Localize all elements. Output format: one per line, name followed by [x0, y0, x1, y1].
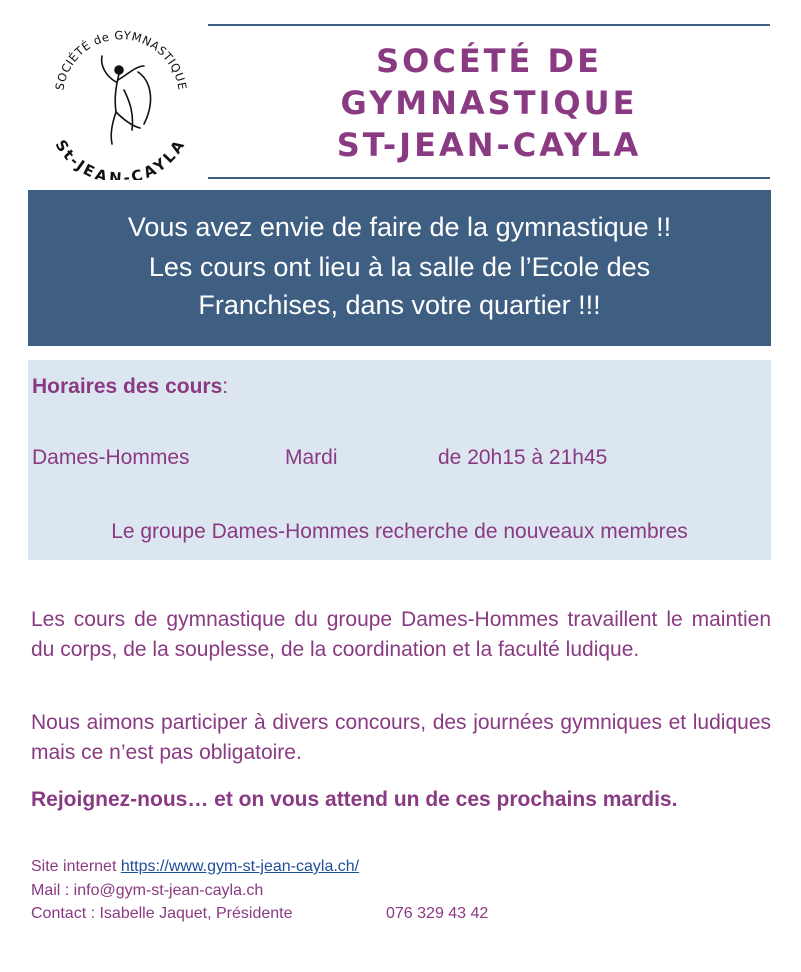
footer-mail: Mail : info@gym-st-jean-cayla.ch: [31, 882, 264, 899]
title-line: ST-JEAN-CAYLA: [336, 126, 642, 164]
banner-line: Les cours ont lieu à la salle de l’Ecole des: [148, 252, 651, 282]
footer-site: [31, 856, 359, 878]
website-link[interactable]: https://www.gym-st-jean-cayla.ch/: [120, 858, 360, 875]
body-paragraph-2: Nous aimons participer à divers concours, des journées gymniques et ludiques mais ce n’est pas obligatoire.: [31, 711, 771, 764]
title-line: SOCÉTÉ DE: [376, 42, 602, 80]
title-line: GYMNASTIQUE: [340, 84, 638, 122]
banner-line: Vous avez envie de faire de la gymnastique !!: [127, 212, 672, 242]
club-logo: [40, 20, 200, 180]
gymnast-silhouette-icon: [102, 56, 151, 144]
header-rule-bottom: [208, 177, 770, 179]
schedule-day: Mardi: [285, 446, 338, 469]
footer-site-label: Site internet: [31, 858, 121, 875]
schedule-heading-text: Horaires des cours: [32, 375, 223, 398]
intro-banner: [28, 190, 771, 346]
schedule-group: Dames-Hommes: [32, 446, 190, 469]
schedule-note: Le groupe Dames-Hommes recherche de nouveaux membres: [111, 520, 688, 543]
logo-ring-text-top: SOCIÉTÉ de GYMNASTIQUE: [52, 28, 190, 92]
footer-phone: 076 329 43 42: [386, 905, 489, 922]
logo-ring-text-bottom: St-JEAN-CAYLA: [51, 136, 189, 180]
schedule-time: de 20h15 à 21h45: [438, 446, 608, 469]
page-title: [208, 40, 770, 166]
header-rule-top: [208, 24, 770, 26]
call-to-action: Rejoignez-nous… et on vous attend un de ces prochains mardis.: [31, 788, 678, 811]
schedule-heading: [32, 375, 228, 399]
banner-line: Franchises, dans votre quartier !!!: [198, 290, 601, 320]
logo-svg: [40, 20, 200, 180]
footer-contact: Contact : Isabelle Jaquet, Présidente: [31, 905, 293, 922]
schedule-heading-suffix: :: [222, 375, 229, 398]
schedule-box: [28, 360, 771, 560]
body-paragraph-1: Les cours de gymnastique du groupe Dames-Hommes travaillent le maintien du corps, de la souplesse, de la coordination et la faculté ludique.: [31, 608, 771, 661]
